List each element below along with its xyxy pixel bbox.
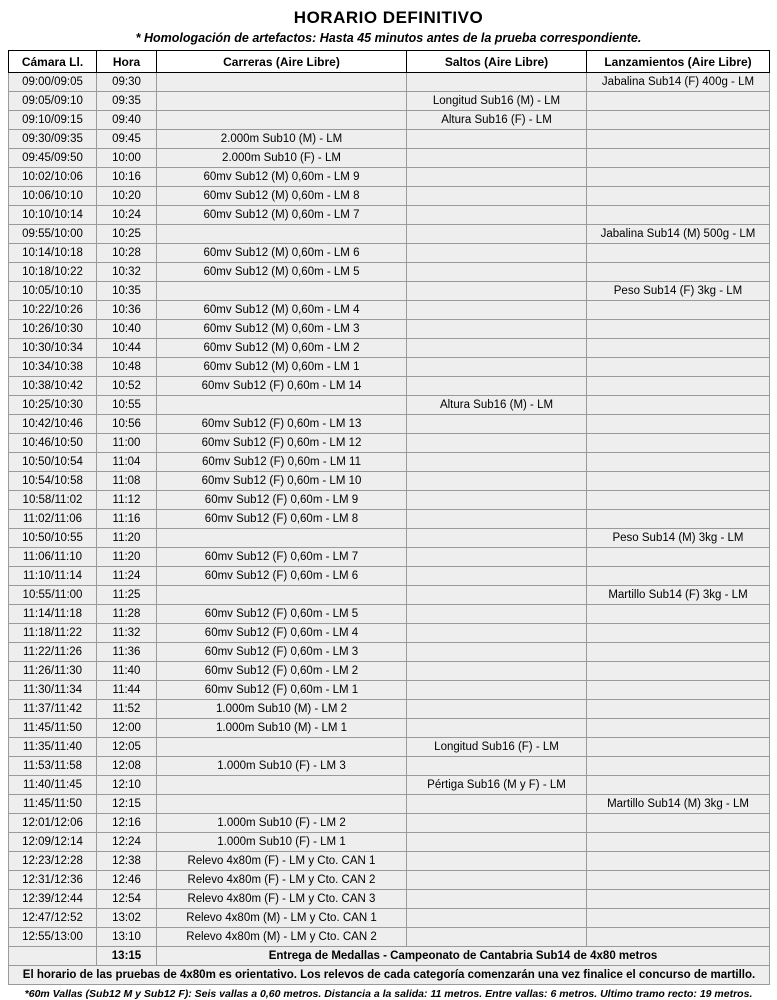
cell-hora: 10:20 bbox=[97, 187, 157, 206]
cell-hora: 12:16 bbox=[97, 814, 157, 833]
cell-carreras bbox=[157, 111, 407, 130]
table-row bbox=[9, 871, 770, 890]
cell-saltos bbox=[407, 624, 587, 643]
cell-saltos: Longitud Sub16 (F) - LM bbox=[407, 738, 587, 757]
table-row bbox=[9, 187, 770, 206]
cell-lanzamientos bbox=[587, 871, 770, 890]
table-row bbox=[9, 909, 770, 928]
cell-lanzamientos bbox=[587, 301, 770, 320]
cell-carreras bbox=[157, 795, 407, 814]
table-row bbox=[9, 339, 770, 358]
cell-camara: 09:10/09:15 bbox=[9, 111, 97, 130]
cell-lanzamientos: Peso Sub14 (F) 3kg - LM bbox=[587, 282, 770, 301]
table-row bbox=[9, 719, 770, 738]
cell-carreras: 60mv Sub12 (F) 0,60m - LM 6 bbox=[157, 567, 407, 586]
cell-hora: 09:30 bbox=[97, 73, 157, 92]
table-row bbox=[9, 73, 770, 92]
cell-saltos bbox=[407, 244, 587, 263]
cell-lanzamientos bbox=[587, 358, 770, 377]
table-row bbox=[9, 662, 770, 681]
cell-hora: 11:20 bbox=[97, 529, 157, 548]
cell-hora: 11:04 bbox=[97, 453, 157, 472]
table-row bbox=[9, 700, 770, 719]
cell-saltos bbox=[407, 795, 587, 814]
column-header-saltos: Saltos (Aire Libre) bbox=[407, 51, 587, 73]
cell-saltos bbox=[407, 719, 587, 738]
cell-saltos bbox=[407, 871, 587, 890]
cell-hora: 11:28 bbox=[97, 605, 157, 624]
table-row bbox=[9, 776, 770, 795]
cell-lanzamientos bbox=[587, 662, 770, 681]
cell-lanzamientos bbox=[587, 738, 770, 757]
cell-saltos bbox=[407, 282, 587, 301]
cell-camara: 11:30/11:34 bbox=[9, 681, 97, 700]
cell-carreras: 60mv Sub12 (F) 0,60m - LM 12 bbox=[157, 434, 407, 453]
table-row bbox=[9, 244, 770, 263]
cell-camara: 10:06/10:10 bbox=[9, 187, 97, 206]
table-row bbox=[9, 206, 770, 225]
cell-carreras: 60mv Sub12 (F) 0,60m - LM 13 bbox=[157, 415, 407, 434]
cell-camara: 12:01/12:06 bbox=[9, 814, 97, 833]
footer-text: Entrega de Medallas - Campeonato de Cantabria Sub14 de 4x80 metros bbox=[157, 947, 770, 966]
cell-saltos bbox=[407, 510, 587, 529]
table-row bbox=[9, 681, 770, 700]
cell-saltos bbox=[407, 415, 587, 434]
cell-carreras: 1.000m Sub10 (M) - LM 2 bbox=[157, 700, 407, 719]
cell-carreras: 60mv Sub12 (F) 0,60m - LM 4 bbox=[157, 624, 407, 643]
cell-camara: 09:05/09:10 bbox=[9, 92, 97, 111]
cell-saltos bbox=[407, 814, 587, 833]
cell-carreras bbox=[157, 529, 407, 548]
page-subtitle: * Homologación de artefactos: Hasta 45 minutos antes de la prueba correspondiente. bbox=[135, 31, 642, 45]
cell-carreras: 60mv Sub12 (M) 0,60m - LM 1 bbox=[157, 358, 407, 377]
cell-camara: 11:06/11:10 bbox=[9, 548, 97, 567]
cell-saltos bbox=[407, 890, 587, 909]
column-header-hora: Hora bbox=[97, 51, 157, 73]
cell-hora: 11:52 bbox=[97, 700, 157, 719]
cell-camara: 11:45/11:50 bbox=[9, 719, 97, 738]
cell-camara: 10:50/10:55 bbox=[9, 529, 97, 548]
table-row bbox=[9, 149, 770, 168]
cell-hora: 09:35 bbox=[97, 92, 157, 111]
cell-hora: 12:46 bbox=[97, 871, 157, 890]
header-row bbox=[9, 51, 770, 73]
table-row bbox=[9, 453, 770, 472]
table-row bbox=[9, 92, 770, 111]
cell-hora: 10:16 bbox=[97, 168, 157, 187]
cell-carreras: 1.000m Sub10 (M) - LM 1 bbox=[157, 719, 407, 738]
cell-lanzamientos bbox=[587, 130, 770, 149]
cell-camara: 09:45/09:50 bbox=[9, 149, 97, 168]
cell-saltos bbox=[407, 377, 587, 396]
cell-camara: 11:10/11:14 bbox=[9, 567, 97, 586]
cell-carreras: Relevo 4x80m (M) - LM y Cto. CAN 1 bbox=[157, 909, 407, 928]
table-row bbox=[9, 529, 770, 548]
cell-hora: 13:02 bbox=[97, 909, 157, 928]
cell-lanzamientos bbox=[587, 491, 770, 510]
table-row bbox=[9, 263, 770, 282]
cell-hora: 12:54 bbox=[97, 890, 157, 909]
cell-camara: 10:30/10:34 bbox=[9, 339, 97, 358]
cell-carreras: 1.000m Sub10 (F) - LM 2 bbox=[157, 814, 407, 833]
cell-camara: 11:18/11:22 bbox=[9, 624, 97, 643]
cell-hora: 12:38 bbox=[97, 852, 157, 871]
cell-saltos bbox=[407, 567, 587, 586]
cell-hora: 11:08 bbox=[97, 472, 157, 491]
table-row bbox=[9, 377, 770, 396]
cell-carreras: 60mv Sub12 (F) 0,60m - LM 1 bbox=[157, 681, 407, 700]
cell-lanzamientos bbox=[587, 396, 770, 415]
cell-carreras bbox=[157, 776, 407, 795]
cell-camara: 10:58/11:02 bbox=[9, 491, 97, 510]
cell-hora: 11:36 bbox=[97, 643, 157, 662]
table-row bbox=[9, 358, 770, 377]
cell-hora: 12:00 bbox=[97, 719, 157, 738]
table-row bbox=[9, 586, 770, 605]
cell-lanzamientos: Martillo Sub14 (F) 3kg - LM bbox=[587, 586, 770, 605]
cell-lanzamientos bbox=[587, 624, 770, 643]
cell-carreras: 2.000m Sub10 (M) - LM bbox=[157, 130, 407, 149]
cell-lanzamientos bbox=[587, 700, 770, 719]
cell-hora: 12:24 bbox=[97, 833, 157, 852]
cell-carreras: 2.000m Sub10 (F) - LM bbox=[157, 149, 407, 168]
cell-lanzamientos bbox=[587, 149, 770, 168]
cell-saltos bbox=[407, 358, 587, 377]
cell-camara: 10:46/10:50 bbox=[9, 434, 97, 453]
cell-carreras: 1.000m Sub10 (F) - LM 3 bbox=[157, 757, 407, 776]
cell-saltos: Altura Sub16 (M) - LM bbox=[407, 396, 587, 415]
cell-lanzamientos bbox=[587, 852, 770, 871]
table-row bbox=[9, 434, 770, 453]
cell-saltos bbox=[407, 643, 587, 662]
cell-saltos bbox=[407, 852, 587, 871]
cell-saltos bbox=[407, 130, 587, 149]
page-title: HORARIO DEFINITIVO bbox=[293, 8, 484, 27]
cell-saltos: Altura Sub16 (F) - LM bbox=[407, 111, 587, 130]
cell-carreras: 60mv Sub12 (M) 0,60m - LM 7 bbox=[157, 206, 407, 225]
cell-camara: 11:35/11:40 bbox=[9, 738, 97, 757]
cell-lanzamientos bbox=[587, 244, 770, 263]
cell-carreras: 60mv Sub12 (F) 0,60m - LM 14 bbox=[157, 377, 407, 396]
cell-camara: 10:25/10:30 bbox=[9, 396, 97, 415]
cell-carreras: 60mv Sub12 (F) 0,60m - LM 9 bbox=[157, 491, 407, 510]
cell-saltos bbox=[407, 168, 587, 187]
schedule-table bbox=[8, 50, 770, 985]
cell-hora: 11:32 bbox=[97, 624, 157, 643]
cell-hora: 10:56 bbox=[97, 415, 157, 434]
cell-hora: 11:20 bbox=[97, 548, 157, 567]
cell-saltos bbox=[407, 206, 587, 225]
cell-hora: 10:36 bbox=[97, 301, 157, 320]
table-row bbox=[9, 567, 770, 586]
cell-hora: 10:24 bbox=[97, 206, 157, 225]
cell-lanzamientos bbox=[587, 890, 770, 909]
cell-lanzamientos bbox=[587, 567, 770, 586]
cell-saltos bbox=[407, 301, 587, 320]
cell-lanzamientos bbox=[587, 111, 770, 130]
cell-carreras: 60mv Sub12 (M) 0,60m - LM 8 bbox=[157, 187, 407, 206]
cell-saltos bbox=[407, 662, 587, 681]
cell-lanzamientos: Jabalina Sub14 (F) 400g - LM bbox=[587, 73, 770, 92]
cell-camara: 11:22/11:26 bbox=[9, 643, 97, 662]
cell-camara: 10:34/10:38 bbox=[9, 358, 97, 377]
table-row bbox=[9, 301, 770, 320]
cell-camara: 11:45/11:50 bbox=[9, 795, 97, 814]
cell-camara: 09:30/09:35 bbox=[9, 130, 97, 149]
cell-hora: 10:44 bbox=[97, 339, 157, 358]
cell-carreras bbox=[157, 73, 407, 92]
cell-carreras: 60mv Sub12 (F) 0,60m - LM 11 bbox=[157, 453, 407, 472]
cell-camara: 12:55/13:00 bbox=[9, 928, 97, 947]
table-row bbox=[9, 814, 770, 833]
table-row bbox=[9, 225, 770, 244]
table-row bbox=[9, 472, 770, 491]
cell-camara: 11:14/11:18 bbox=[9, 605, 97, 624]
cell-carreras bbox=[157, 92, 407, 111]
cell-carreras: 1.000m Sub10 (F) - LM 1 bbox=[157, 833, 407, 852]
cell-carreras: Relevo 4x80m (M) - LM y Cto. CAN 2 bbox=[157, 928, 407, 947]
cell-lanzamientos bbox=[587, 453, 770, 472]
cell-lanzamientos bbox=[587, 320, 770, 339]
cell-lanzamientos bbox=[587, 510, 770, 529]
footer-row bbox=[9, 947, 770, 966]
cell-carreras: 60mv Sub12 (M) 0,60m - LM 4 bbox=[157, 301, 407, 320]
cell-lanzamientos bbox=[587, 605, 770, 624]
cell-saltos bbox=[407, 757, 587, 776]
cell-saltos bbox=[407, 928, 587, 947]
table-row bbox=[9, 852, 770, 871]
cell-carreras bbox=[157, 396, 407, 415]
cell-camara: 09:55/10:00 bbox=[9, 225, 97, 244]
cell-carreras: 60mv Sub12 (F) 0,60m - LM 7 bbox=[157, 548, 407, 567]
cell-lanzamientos bbox=[587, 472, 770, 491]
cell-carreras: 60mv Sub12 (F) 0,60m - LM 3 bbox=[157, 643, 407, 662]
cell-camara: 11:53/11:58 bbox=[9, 757, 97, 776]
cell-camara: 12:47/12:52 bbox=[9, 909, 97, 928]
cell-carreras: 60mv Sub12 (F) 0,60m - LM 8 bbox=[157, 510, 407, 529]
footer-empty-camara bbox=[9, 947, 97, 966]
cell-hora: 10:40 bbox=[97, 320, 157, 339]
cell-saltos bbox=[407, 529, 587, 548]
table-footer bbox=[9, 947, 770, 985]
cell-camara: 10:22/10:26 bbox=[9, 301, 97, 320]
cell-camara: 10:38/10:42 bbox=[9, 377, 97, 396]
cell-hora: 12:15 bbox=[97, 795, 157, 814]
table-row bbox=[9, 624, 770, 643]
table-row bbox=[9, 795, 770, 814]
cell-saltos bbox=[407, 605, 587, 624]
cell-camara: 12:23/12:28 bbox=[9, 852, 97, 871]
cell-saltos bbox=[407, 453, 587, 472]
cell-hora: 10:28 bbox=[97, 244, 157, 263]
cell-hora: 10:55 bbox=[97, 396, 157, 415]
cell-carreras: 60mv Sub12 (M) 0,60m - LM 2 bbox=[157, 339, 407, 358]
cell-hora: 11:12 bbox=[97, 491, 157, 510]
cell-lanzamientos bbox=[587, 168, 770, 187]
table-row bbox=[9, 415, 770, 434]
cell-lanzamientos bbox=[587, 339, 770, 358]
table-row bbox=[9, 168, 770, 187]
cell-saltos bbox=[407, 187, 587, 206]
cell-lanzamientos bbox=[587, 92, 770, 111]
cell-camara: 11:40/11:45 bbox=[9, 776, 97, 795]
cell-hora: 12:08 bbox=[97, 757, 157, 776]
cell-carreras bbox=[157, 282, 407, 301]
cell-carreras: 60mv Sub12 (M) 0,60m - LM 5 bbox=[157, 263, 407, 282]
cell-saltos bbox=[407, 909, 587, 928]
cell-carreras: 60mv Sub12 (M) 0,60m - LM 3 bbox=[157, 320, 407, 339]
cell-hora: 11:16 bbox=[97, 510, 157, 529]
table-row bbox=[9, 130, 770, 149]
table-row bbox=[9, 738, 770, 757]
cell-lanzamientos bbox=[587, 415, 770, 434]
table-row bbox=[9, 510, 770, 529]
cell-saltos bbox=[407, 681, 587, 700]
cell-saltos bbox=[407, 225, 587, 244]
cell-lanzamientos bbox=[587, 757, 770, 776]
cell-carreras: Relevo 4x80m (F) - LM y Cto. CAN 2 bbox=[157, 871, 407, 890]
cell-camara: 10:05/10:10 bbox=[9, 282, 97, 301]
cell-saltos bbox=[407, 73, 587, 92]
cell-hora: 09:40 bbox=[97, 111, 157, 130]
cell-lanzamientos: Jabalina Sub14 (M) 500g - LM bbox=[587, 225, 770, 244]
cell-camara: 11:37/11:42 bbox=[9, 700, 97, 719]
cell-carreras: 60mv Sub12 (M) 0,60m - LM 9 bbox=[157, 168, 407, 187]
table-row bbox=[9, 757, 770, 776]
cell-hora: 11:25 bbox=[97, 586, 157, 605]
cell-camara: 10:54/10:58 bbox=[9, 472, 97, 491]
cell-camara: 10:55/11:00 bbox=[9, 586, 97, 605]
cell-carreras: 60mv Sub12 (M) 0,60m - LM 6 bbox=[157, 244, 407, 263]
cell-hora: 11:24 bbox=[97, 567, 157, 586]
cell-hora: 13:10 bbox=[97, 928, 157, 947]
cell-carreras bbox=[157, 225, 407, 244]
cell-saltos bbox=[407, 434, 587, 453]
table-row bbox=[9, 320, 770, 339]
cell-hora: 09:45 bbox=[97, 130, 157, 149]
cell-carreras: 60mv Sub12 (F) 0,60m - LM 2 bbox=[157, 662, 407, 681]
table-row bbox=[9, 890, 770, 909]
table-body bbox=[9, 73, 770, 947]
cell-saltos bbox=[407, 472, 587, 491]
cell-carreras bbox=[157, 738, 407, 757]
cell-carreras bbox=[157, 586, 407, 605]
cell-hora: 11:44 bbox=[97, 681, 157, 700]
table-row bbox=[9, 396, 770, 415]
cell-lanzamientos bbox=[587, 206, 770, 225]
cell-lanzamientos bbox=[587, 719, 770, 738]
cell-camara: 10:50/10:54 bbox=[9, 453, 97, 472]
cell-camara: 11:02/11:06 bbox=[9, 510, 97, 529]
cell-saltos bbox=[407, 548, 587, 567]
hurdles-note: *60m Vallas (Sub12 M y Sub12 F): Seis vallas a 0,60 metros. Distancia a la salida: 11 metros. Entre vallas: 6 metros. Ultimo tramo recto: 19 metros. bbox=[24, 988, 753, 1000]
cell-carreras: 60mv Sub12 (F) 0,60m - LM 10 bbox=[157, 472, 407, 491]
table-row bbox=[9, 928, 770, 947]
cell-hora: 11:00 bbox=[97, 434, 157, 453]
cell-carreras: 60mv Sub12 (F) 0,60m - LM 5 bbox=[157, 605, 407, 624]
cell-camara: 10:02/10:06 bbox=[9, 168, 97, 187]
cell-lanzamientos bbox=[587, 548, 770, 567]
cell-lanzamientos: Martillo Sub14 (M) 3kg - LM bbox=[587, 795, 770, 814]
cell-saltos bbox=[407, 149, 587, 168]
cell-saltos bbox=[407, 700, 587, 719]
cell-saltos bbox=[407, 263, 587, 282]
footer-hora: 13:15 bbox=[97, 947, 157, 966]
column-header-lanzamientos: Lanzamientos (Aire Libre) bbox=[587, 51, 770, 73]
cell-camara: 10:18/10:22 bbox=[9, 263, 97, 282]
cell-hora: 10:48 bbox=[97, 358, 157, 377]
cell-lanzamientos bbox=[587, 928, 770, 947]
cell-lanzamientos bbox=[587, 643, 770, 662]
cell-saltos: Longitud Sub16 (M) - LM bbox=[407, 92, 587, 111]
note-text: El horario de las pruebas de 4x80m es orientativo. Los relevos de cada categoría comenzarán una vez finalice el concurso de martillo. bbox=[9, 966, 770, 985]
column-header-carreras: Carreras (Aire Libre) bbox=[157, 51, 407, 73]
cell-lanzamientos bbox=[587, 434, 770, 453]
cell-camara: 10:10/10:14 bbox=[9, 206, 97, 225]
cell-lanzamientos bbox=[587, 681, 770, 700]
cell-lanzamientos bbox=[587, 909, 770, 928]
table-row bbox=[9, 605, 770, 624]
cell-hora: 12:05 bbox=[97, 738, 157, 757]
table-row bbox=[9, 111, 770, 130]
table-row bbox=[9, 548, 770, 567]
cell-camara: 10:14/10:18 bbox=[9, 244, 97, 263]
cell-saltos bbox=[407, 586, 587, 605]
cell-saltos bbox=[407, 491, 587, 510]
cell-hora: 11:40 bbox=[97, 662, 157, 681]
table-header bbox=[9, 51, 770, 73]
cell-saltos: Pértiga Sub16 (M y F) - LM bbox=[407, 776, 587, 795]
table-row bbox=[9, 833, 770, 852]
cell-lanzamientos bbox=[587, 833, 770, 852]
cell-saltos bbox=[407, 339, 587, 358]
cell-carreras: Relevo 4x80m (F) - LM y Cto. CAN 3 bbox=[157, 890, 407, 909]
cell-hora: 10:35 bbox=[97, 282, 157, 301]
cell-camara: 10:26/10:30 bbox=[9, 320, 97, 339]
cell-lanzamientos: Peso Sub14 (M) 3kg - LM bbox=[587, 529, 770, 548]
cell-lanzamientos bbox=[587, 377, 770, 396]
cell-hora: 10:32 bbox=[97, 263, 157, 282]
cell-hora: 10:00 bbox=[97, 149, 157, 168]
column-header-camara: Cámara Ll. bbox=[9, 51, 97, 73]
table-row bbox=[9, 282, 770, 301]
cell-hora: 10:52 bbox=[97, 377, 157, 396]
cell-saltos bbox=[407, 833, 587, 852]
cell-lanzamientos bbox=[587, 263, 770, 282]
cell-lanzamientos bbox=[587, 814, 770, 833]
cell-camara: 12:39/12:44 bbox=[9, 890, 97, 909]
cell-hora: 12:10 bbox=[97, 776, 157, 795]
cell-lanzamientos bbox=[587, 776, 770, 795]
cell-camara: 10:42/10:46 bbox=[9, 415, 97, 434]
cell-camara: 12:09/12:14 bbox=[9, 833, 97, 852]
table-row bbox=[9, 491, 770, 510]
note-row bbox=[9, 966, 770, 985]
cell-camara: 11:26/11:30 bbox=[9, 662, 97, 681]
cell-saltos bbox=[407, 320, 587, 339]
cell-hora: 10:25 bbox=[97, 225, 157, 244]
cell-carreras: Relevo 4x80m (F) - LM y Cto. CAN 1 bbox=[157, 852, 407, 871]
cell-lanzamientos bbox=[587, 187, 770, 206]
cell-camara: 12:31/12:36 bbox=[9, 871, 97, 890]
cell-camara: 09:00/09:05 bbox=[9, 73, 97, 92]
table-row bbox=[9, 643, 770, 662]
